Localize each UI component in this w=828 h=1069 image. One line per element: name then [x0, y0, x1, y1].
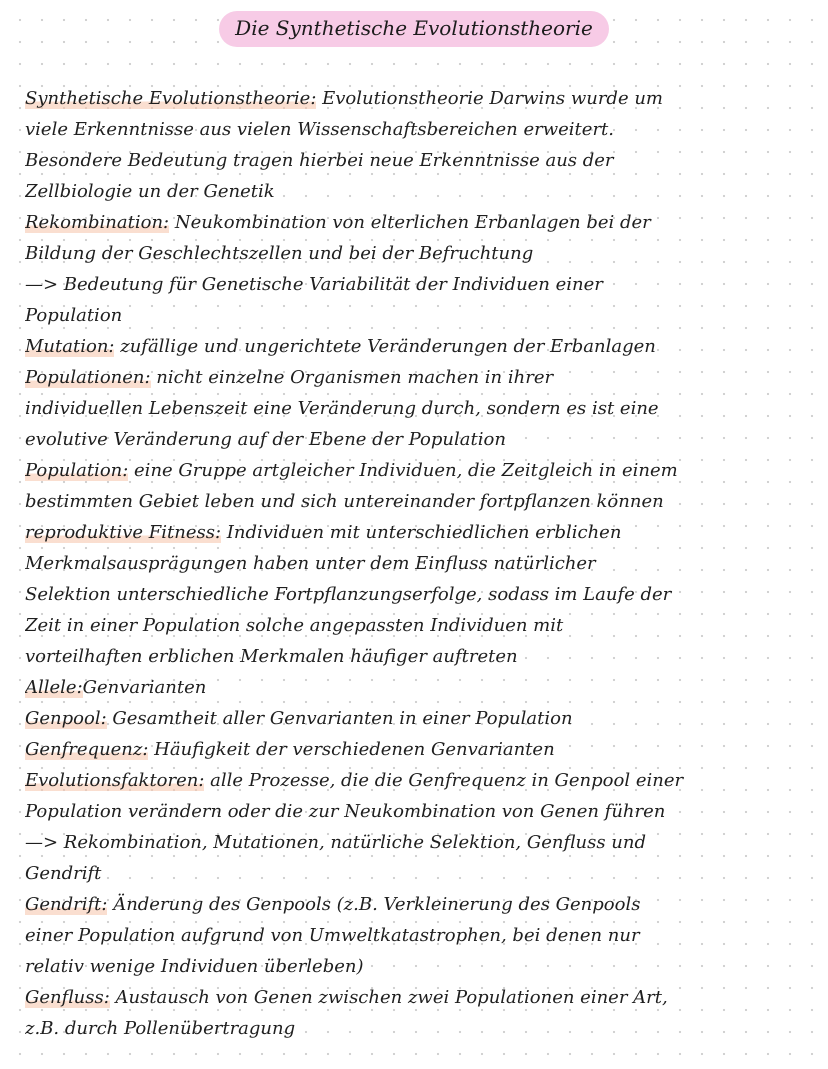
- note-line: [25, 734, 805, 765]
- line-text: Besondere Bedeutung tragen hierbei neue Erkenntnisse aus der: [25, 150, 614, 171]
- page-title: Die Synthetische Evolutionstheorie: [219, 11, 609, 47]
- line-text: nicht einzelne Organismen machen in ihrer: [150, 367, 554, 388]
- note-line: [25, 145, 805, 176]
- line-text: Neukombination von elterlichen Erbanlagen bei der: [169, 212, 651, 233]
- note-line: [25, 486, 805, 517]
- line-text: Gendrift: [25, 863, 102, 884]
- note-line: [25, 300, 805, 331]
- line-text: Selektion unterschiedliche Fortpflanzungserfolge, sodass im Laufe der: [25, 584, 672, 605]
- line-text: Population verändern oder die zur Neukombination von Genen führen: [25, 801, 666, 822]
- line-text: —> Bedeutung für Genetische Variabilität der Individuen einer: [25, 274, 603, 295]
- line-text: viele Erkenntnisse aus vielen Wissenschaftsbereichen erweitert.: [25, 119, 614, 140]
- note-line: [25, 610, 805, 641]
- line-text: Individuen mit unterschiedlichen erblichen: [221, 522, 622, 543]
- line-text: eine Gruppe artgleicher Individuen, die Zeitgleich in einem: [128, 460, 678, 481]
- term-label: Gendrift:: [25, 894, 108, 915]
- line-text: Population: [25, 305, 123, 326]
- line-text: relativ wenige Individuen überleben): [25, 956, 364, 977]
- line-text: bestimmten Gebiet leben und sich untereinander fortpflanzen können: [25, 491, 664, 512]
- note-line: [25, 765, 805, 796]
- note-line: [25, 1013, 805, 1044]
- term-label: Allele:: [25, 677, 83, 698]
- line-text: alle Prozesse, die die Genfrequenz in Genpool einer: [204, 770, 684, 791]
- line-text: zufällige und ungerichtete Veränderungen der Erbanlagen: [114, 336, 656, 357]
- line-text: Austausch von Genen zwischen zwei Populationen einer Art,: [109, 987, 668, 1008]
- term-label: Population:: [25, 460, 129, 481]
- term-label: Populationen:: [25, 367, 151, 388]
- note-line: [25, 269, 805, 300]
- note-line: [25, 207, 805, 238]
- term-label: Evolutionsfaktoren:: [25, 770, 205, 791]
- line-text: z.B. durch Pollenübertragung: [25, 1018, 296, 1039]
- term-label: reproduktive Fitness:: [25, 522, 222, 543]
- note-line: [25, 83, 805, 114]
- note-line: [25, 393, 805, 424]
- note-line: [25, 858, 805, 889]
- line-text: Zellbiologie un der Genetik: [25, 181, 275, 202]
- note-line: [25, 827, 805, 858]
- term-label: Synthetische Evolutionstheorie:: [25, 88, 317, 109]
- line-text: Häufigkeit der verschiedenen Genvarianten: [148, 739, 555, 760]
- note-line: [25, 548, 805, 579]
- line-text: Evolutionstheorie Darwins wurde um: [316, 88, 663, 109]
- note-line: [25, 579, 805, 610]
- notes-body: [25, 83, 805, 1044]
- term-label: Mutation:: [25, 336, 115, 357]
- note-line: [25, 424, 805, 455]
- line-text: Genvarianten: [82, 677, 207, 698]
- line-text: individuellen Lebenszeit eine Veränderung durch, sondern es ist eine: [25, 398, 659, 419]
- note-line: [25, 796, 805, 827]
- title-container: [0, 11, 828, 47]
- term-label: Rekombination:: [25, 212, 170, 233]
- line-text: Gesamtheit aller Genvarianten in einer Population: [106, 708, 573, 729]
- line-text: einer Population aufgrund von Umweltkatastrophen, bei denen nur: [25, 925, 640, 946]
- line-text: Änderung des Genpools (z.B. Verkleinerung des Genpools: [107, 894, 641, 915]
- note-line: [25, 951, 805, 982]
- note-line: [25, 920, 805, 951]
- term-label: Genfrequenz:: [25, 739, 149, 760]
- note-line: [25, 517, 805, 548]
- line-text: —> Rekombination, Mutationen, natürliche Selektion, Genfluss und: [25, 832, 646, 853]
- note-line: [25, 362, 805, 393]
- line-text: evolutive Veränderung auf der Ebene der Population: [25, 429, 506, 450]
- note-line: [25, 641, 805, 672]
- note-line: [25, 176, 805, 207]
- note-line: [25, 455, 805, 486]
- line-text: vorteilhaften erblichen Merkmalen häufiger auftreten: [25, 646, 518, 667]
- line-text: Merkmalsausprägungen haben unter dem Einfluss natürlicher: [25, 553, 596, 574]
- line-text: Bildung der Geschlechtszellen und bei der Befruchtung: [25, 243, 534, 264]
- note-line: [25, 114, 805, 145]
- note-line: [25, 238, 805, 269]
- line-text: Zeit in einer Population solche angepassten Individuen mit: [25, 615, 564, 636]
- note-line: [25, 889, 805, 920]
- note-line: [25, 982, 805, 1013]
- note-line: [25, 703, 805, 734]
- term-label: Genfluss:: [25, 987, 110, 1008]
- note-line: [25, 331, 805, 362]
- note-line: [25, 672, 805, 703]
- term-label: Genpool:: [25, 708, 107, 729]
